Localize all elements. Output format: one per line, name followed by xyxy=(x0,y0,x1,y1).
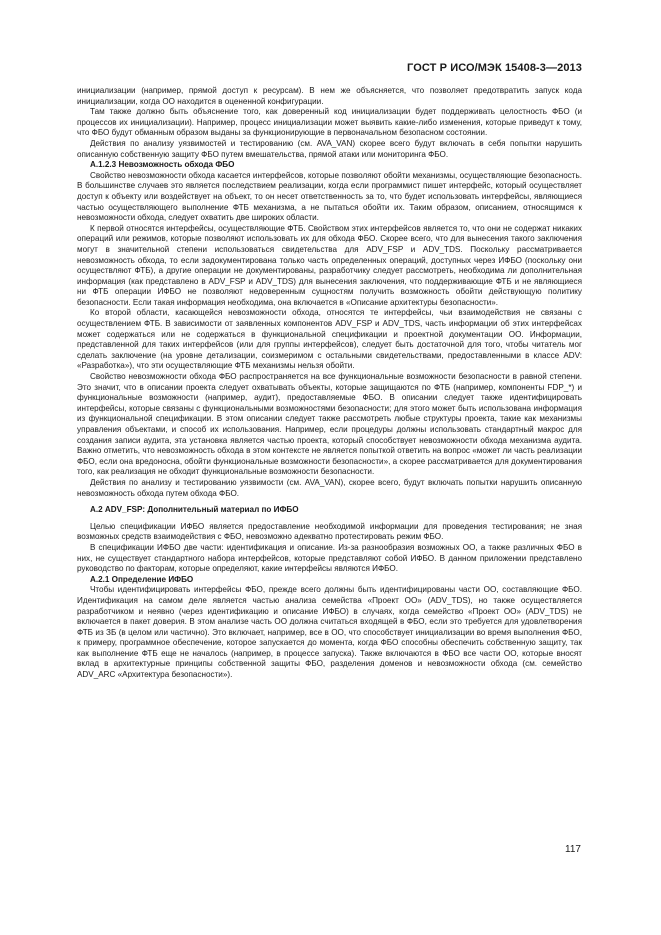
paragraph: Действия по анализу и тестированию уязвимости (см. AVA_VAN), скорее всего, будут включать попытки нарушить описанную невозможность обхода путем обхода ФБО. xyxy=(77,477,582,498)
paragraph: В спецификации ИФБО две части: идентификация и описание. Из-за разнообразия возможных ОО, а также различных ФБО в них, не существует стандартного набора интерфейсов, которые представляют собой ИФБО. В данном приложении представлено руководство по факторам, которые определяют, какие интерфейсы являются ИФБО. xyxy=(77,542,582,574)
paragraph: К первой относятся интерфейсы, осуществляющие ФТБ. Свойством этих интерфейсов является то, что они не содержат никаких операций или режимов, которые позволяют использовать их для обхода ФБО. Скорее всего, что для вынесения такого заключения могут в значительной степени использоваться свидетельства для ADV_FSP и ADV_TDS. Поскольку рассматривается невозможность обхода, то если задокументирована только часть определенных операций, доступных через ИФБО (поскольку они осуществляют ФТБ), а другие операции не документированы, разработчику следует рассмотреть, необходима ли дополнительная информация (как представлено в ADV_FSP и ADV_TDS) для вынесения заключения, что поддерживающие ФТБ и не являющиеся ни ФТБ операции ИФБО не позволяют недоверенным сущностям получить возможность обойти действующую политику безопасности. Если такая информация необходима, она включается в «Описание архитектуры безопасности». xyxy=(77,223,582,307)
document-body xyxy=(77,86,582,681)
paragraph: Действия по анализу уязвимостей и тестированию (см. AVA_VAN) скорее всего будут включать в себя попытки нарушить описанную собственную защиту ФБО путем вмешательства, прямой атаки или мониторинга ФБО. xyxy=(77,138,582,159)
page-number: 117 xyxy=(565,844,581,855)
section-heading: А.2.1 Определение ИФБО xyxy=(90,574,194,584)
paragraph: Чтобы идентифицировать интерфейсы ФБО, прежде всего должны быть идентифицированы части ОО, составляющие ФБО. Идентификация на самом деле является частью анализа семейства «Проект ОО» (ADV_TDS), но также осуществляется разработчиком и неявно (через идентификацию и описание ИФБО) в случаях, когда семейство «Проект ОО» (ADV_TDS) не включается в пакет доверия. В этом анализе часть ОО должна считаться входящей в ФБО, если это требуется для удовлетворения ФТБ из ЗБ (в целом или частично). Это включает, например, все в ОО, что способствует инициализации во время выполнения ФБО, к примеру, программное обеспечение, которое запускается до момента, когда ФБО способны обеспечить собственную защиту, так как выполнение ФТБ еще не началось (например, в процессе запуска). Также включаются в ФБО все части ОО, которые вносят вклад в архитектурные принципы собственной защиты ФБО, разделения доменов и невозможности обхода (см. семейство ADV_ARC «Архитектура безопасности»). xyxy=(77,585,582,680)
paragraph: Свойство невозможности обхода ФБО распространяется на все функциональные возможности безопасности в равной степени. Это значит, что в описании проекта следует охватывать объекты, которые защищаются по ФТБ (например, компоненты FDP_*) и функциональные возможности (например, аудит), предоставляемые ФБО. В описании следует также идентифицировать интерфейсы, которые связаны с функциональными возможностями безопасности; для этого может быть использована информация из функциональной спецификации. В этом описании следует также рассмотреть любые структуры проекта, такие как механизмы управления объектами, и способ их использования. Например, если процедуры должны использовать стандартный макрос для создания записи аудита, эта установка является частью проекта, который способствует невозможности обхода механизма аудита. Важно отметить, что невозможность обхода в этом контексте не является попыткой ответить на вопрос «может ли часть реализации ФБО, если она вредоносна, обойти функциональные возможности безопасности», а скорее рассматривается для документирования того, как реализация не обходит функциональные возможности безопасности. xyxy=(77,372,582,477)
paragraph: Там также должно быть объяснение того, как доверенный код инициализации будет поддерживать целостность ФБО (и процессов их инициализации). Например, процесс инициализации может выявить какие-либо изменения, которые приведут к тому, что ФБО будут обманным образом выданы за функционирующие в первоначальном безопасном состоянии. xyxy=(77,107,582,138)
paragraph: Свойство невозможности обхода касается интерфейсов, которые позволяют обойти механизмы, осуществляющие безопасность. В большинстве случаев это является последствием реализации, когда если программист пишет интерфейс, который осуществляет доступ к объекту или воздействует на объект, то он несет ответственность за то, что будет использовать интерфейсы, являющиеся частью осуществляющего выполнение ФТБ механизма, а не пытаться обойти их. Таким образом, описанием, относящимся к невозможности обхода, следует охватить две широких области. xyxy=(77,170,582,223)
paragraph: Ко второй области, касающейся невозможности обхода, относятся те интерфейсы, чьи взаимодействия не связаны с осуществлением ФТБ. В зависимости от заявленных компонентов ADV_FSP и ADV_TDS, часть информации об этих интерфейсах может содержаться или не содержаться в функциональной спецификации и проектной документации ОО. Информации, представленной для таких интерфейсов (или для группы интерфейсов), следует быть достаточной для того, чтобы читатель мог сделать заключение (на уровне детализации, соизмеримом с остальными свидетельствами, предоставленными в классе ADV: «Разработка»), что эти осуществляющие ФТБ механизмы нельзя обойти. xyxy=(77,308,582,371)
standard-header: ГОСТ Р ИСО/МЭК 15408-3—2013 xyxy=(407,62,582,74)
section-heading: А.2 ADV_FSP: Дополнительный материал по ИФБО xyxy=(90,505,299,515)
paragraph: Целью спецификации ИФБО является предоставление необходимой информации для проведения тестирования; не зная возможных средств взаимодействия с ФБО, невозможно адекватно протестировать режим ФБО. xyxy=(77,521,582,542)
section-heading: А.1.2.3 Невозможность обхода ФБО xyxy=(90,160,235,170)
paragraph: инициализации (например, прямой доступ к ресурсам). В нем же объясняется, что позволяет предотвратить запуск кода инициализации, когда ОО находится в оцененной конфигурации. xyxy=(77,86,582,106)
